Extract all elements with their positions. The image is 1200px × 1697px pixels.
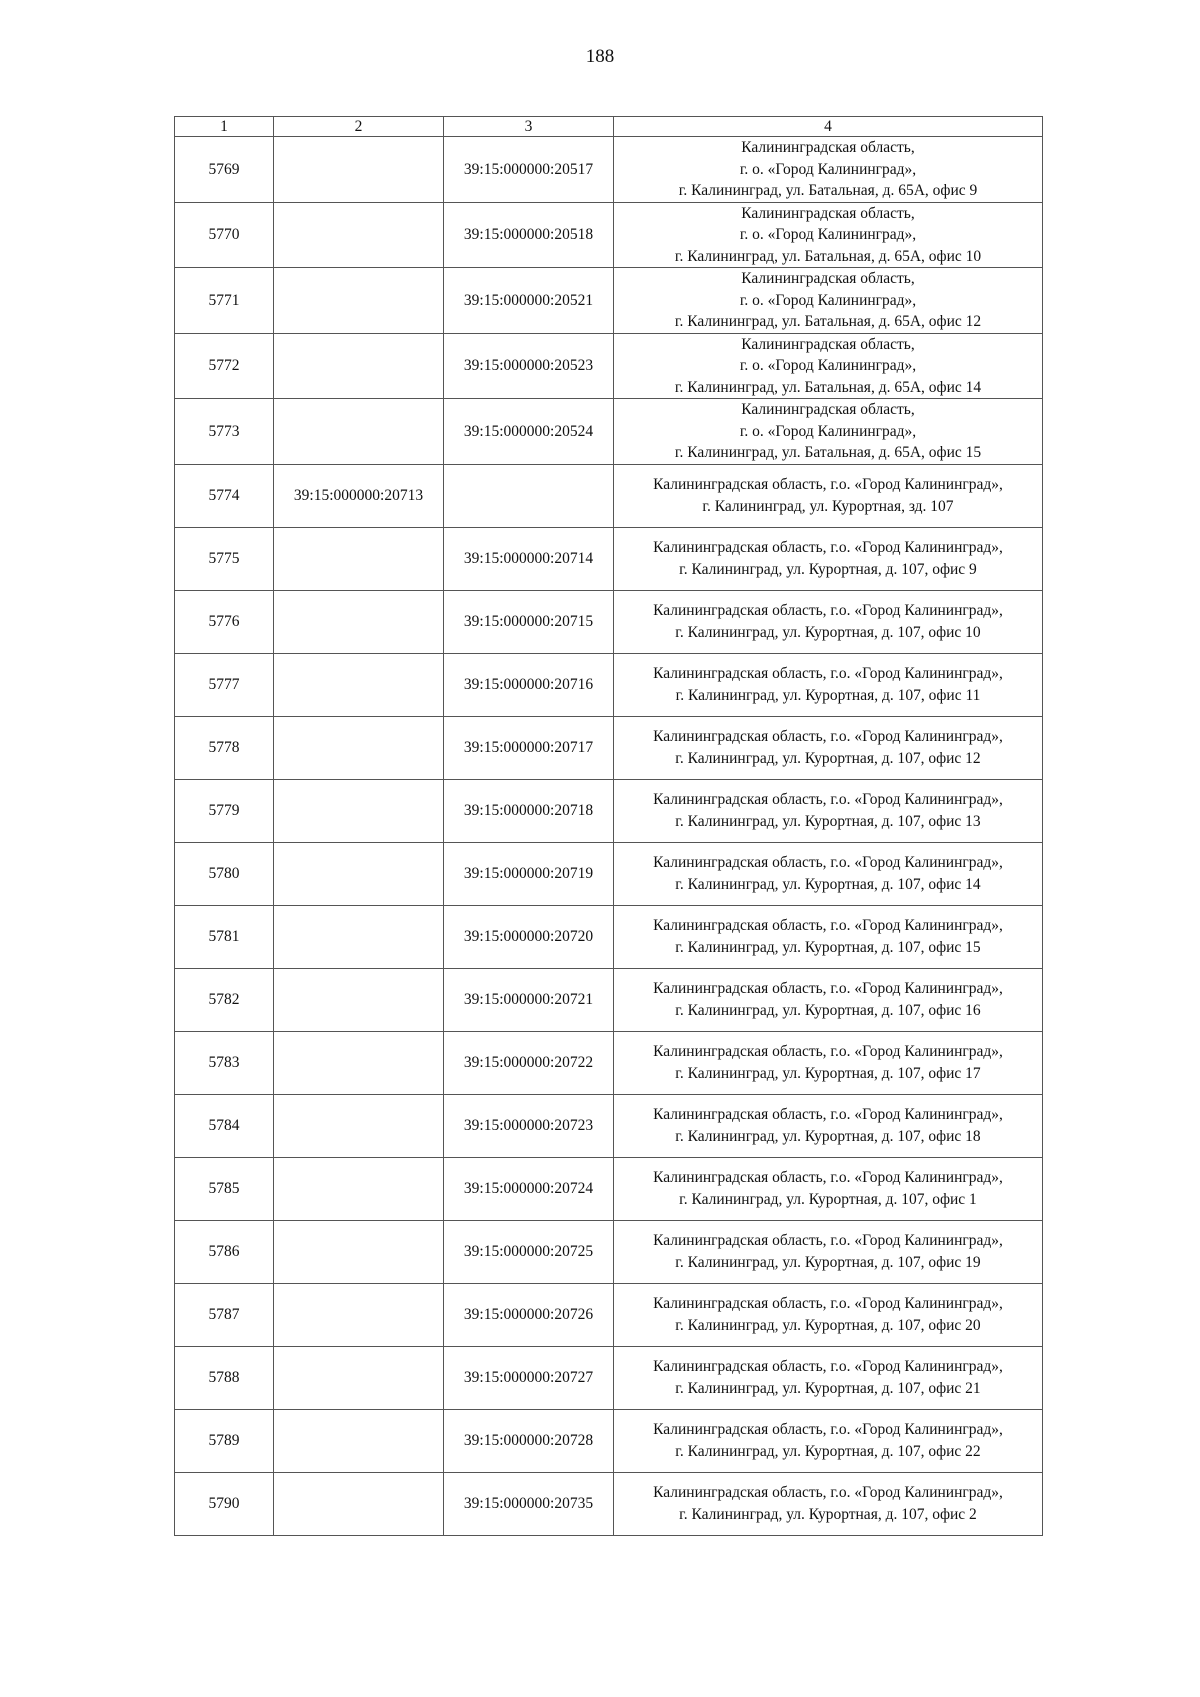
address-line: г. Калининград, ул. Курортная, д. 107, офис 2: [679, 1505, 977, 1523]
page-number: 188: [585, 46, 615, 67]
address-line: Калининградская область, г.о. «Город Калининград»,: [653, 791, 1003, 808]
table-row: [175, 527, 1043, 590]
premises-cadastral-cell: 39:15:000000:20722: [444, 1031, 614, 1094]
premises-cadastral-cell: 39:15:000000:20719: [444, 842, 614, 905]
address-cell: [614, 399, 1043, 465]
address-line: Калининградская область, г.о. «Город Калининград»,: [653, 1484, 1003, 1501]
table-row: [175, 1283, 1043, 1346]
table-row: [175, 1031, 1043, 1094]
row-number-cell: 5772: [175, 333, 274, 399]
premises-cadastral-cell: 39:15:000000:20715: [444, 590, 614, 653]
building-cadastral-cell: [274, 202, 444, 268]
address-cell: [614, 779, 1043, 842]
address-cell: [614, 905, 1043, 968]
premises-cadastral-cell: 39:15:000000:20721: [444, 968, 614, 1031]
address-cell: [614, 464, 1043, 527]
building-cadastral-cell: [274, 716, 444, 779]
building-cadastral-cell: [274, 333, 444, 399]
row-number-cell: 5773: [175, 399, 274, 465]
address-line: Калининградская область,: [741, 204, 915, 222]
address-line: г. Калининград, ул. Батальная, д. 65А, офис 9: [678, 182, 978, 199]
table-row: [175, 1220, 1043, 1283]
address-line: Калининградская область, г.о. «Город Калининград»,: [653, 980, 1003, 997]
column-header-1: 1: [175, 117, 274, 137]
address-cell: [614, 1346, 1043, 1409]
premises-cadastral-cell: 39:15:000000:20524: [444, 399, 614, 465]
column-header-4: 4: [614, 117, 1043, 137]
address-line: г. Калининград, ул. Курортная, д. 107, офис 17: [675, 1064, 981, 1082]
address-line: Калининградская область, г.о. «Город Калининград»,: [653, 728, 1003, 745]
table-row: [175, 590, 1043, 653]
row-number-cell: 5770: [175, 202, 274, 268]
row-number-cell: 5790: [175, 1472, 274, 1535]
building-cadastral-cell: [274, 1157, 444, 1220]
address-line: Калининградская область,: [741, 139, 915, 156]
table-row: [175, 905, 1043, 968]
address-line: г. Калининград, ул. Курортная, д. 107, офис 18: [675, 1127, 981, 1145]
address-line: г. о. «Город Калининград»,: [739, 160, 917, 178]
column-header-3: 3: [444, 117, 614, 137]
address-cell: [614, 202, 1043, 268]
row-number-cell: 5787: [175, 1283, 274, 1346]
address-line: г. Калининград, ул. Курортная, д. 107, офис 10: [675, 623, 981, 641]
premises-cadastral-cell: 39:15:000000:20723: [444, 1094, 614, 1157]
table-row: [175, 137, 1043, 203]
building-cadastral-cell: [274, 653, 444, 716]
building-cadastral-cell: [274, 1283, 444, 1346]
address-line: г. Калининград, ул. Курортная, д. 107, офис 12: [675, 749, 981, 767]
table-row: [175, 399, 1043, 465]
premises-cadastral-cell: 39:15:000000:20726: [444, 1283, 614, 1346]
address-cell: [614, 1157, 1043, 1220]
premises-cadastral-cell: 39:15:000000:20518: [444, 202, 614, 268]
address-line: Калининградская область, г.о. «Город Калининград»,: [653, 917, 1003, 934]
premises-cadastral-cell: 39:15:000000:20727: [444, 1346, 614, 1409]
address-line: Калининградская область,: [741, 270, 915, 287]
building-cadastral-cell: [274, 779, 444, 842]
address-cell: [614, 842, 1043, 905]
address-line: Калининградская область, г.о. «Город Калининград»,: [653, 476, 1003, 493]
row-number-cell: 5789: [175, 1409, 274, 1472]
premises-cadastral-cell: 39:15:000000:20523: [444, 333, 614, 399]
address-cell: [614, 527, 1043, 590]
address-cell: [614, 590, 1043, 653]
address-cell: [614, 1472, 1043, 1535]
table-row: [175, 842, 1043, 905]
address-line: Калининградская область, г.о. «Город Калининград»,: [653, 1169, 1003, 1186]
address-line: г. Калининград, ул. Курортная, д. 107, офис 9: [679, 560, 977, 578]
building-cadastral-cell: [274, 968, 444, 1031]
address-line: г. Калининград, ул. Батальная, д. 65А, офис 14: [674, 378, 982, 396]
address-cell: [614, 333, 1043, 399]
table-row: [175, 716, 1043, 779]
table-row: [175, 1409, 1043, 1472]
address-cell: [614, 653, 1043, 716]
address-line: г. Калининград, ул. Курортная, д. 107, офис 14: [675, 875, 981, 893]
building-cadastral-cell: [274, 268, 444, 334]
address-line: г. Калининград, ул. Курортная, д. 107, офис 21: [675, 1379, 981, 1397]
row-number-cell: 5774: [175, 464, 274, 527]
address-line: г. о. «Город Калининград»,: [739, 226, 917, 243]
address-line: г. Калининград, ул. Курортная, д. 107, офис 1: [679, 1190, 977, 1208]
address-cell: [614, 1094, 1043, 1157]
table-row: [175, 268, 1043, 334]
address-cell: [614, 1409, 1043, 1472]
building-cadastral-cell: [274, 905, 444, 968]
address-line: г. о. «Город Калининград»,: [739, 291, 917, 309]
row-number-cell: 5783: [175, 1031, 274, 1094]
address-line: Калининградская область, г.о. «Город Калининград»,: [653, 602, 1003, 619]
building-cadastral-cell: [274, 137, 444, 203]
address-line: Калининградская область, г.о. «Город Калининград»,: [653, 1106, 1003, 1123]
table-row: [175, 464, 1043, 527]
building-cadastral-cell: [274, 590, 444, 653]
row-number-cell: 5769: [175, 137, 274, 203]
address-line: г. Калининград, ул. Батальная, д. 65А, офис 15: [674, 444, 982, 461]
row-number-cell: 5771: [175, 268, 274, 334]
premises-cadastral-cell: 39:15:000000:20517: [444, 137, 614, 203]
address-line: г. Калининград, ул. Курортная, д. 107, офис 15: [675, 938, 981, 956]
address-line: г. Калининград, ул. Батальная, д. 65А, офис 12: [674, 313, 982, 330]
address-line: г. Калининград, ул. Курортная, д. 107, офис 19: [675, 1253, 981, 1271]
premises-cadastral-cell: [444, 464, 614, 527]
premises-cadastral-cell: 39:15:000000:20725: [444, 1220, 614, 1283]
address-cell: [614, 1283, 1043, 1346]
premises-cadastral-cell: 39:15:000000:20735: [444, 1472, 614, 1535]
address-line: Калининградская область,: [741, 335, 915, 353]
address-line: г. Калининград, ул. Курортная, д. 107, офис 20: [675, 1316, 981, 1334]
address-cell: [614, 1220, 1043, 1283]
premises-cadastral-cell: 39:15:000000:20717: [444, 716, 614, 779]
address-line: г. Калининград, ул. Курортная, д. 107, офис 13: [675, 812, 981, 830]
address-cell: [614, 1031, 1043, 1094]
address-line: г. о. «Город Калининград»,: [739, 422, 917, 440]
premises-cadastral-cell: 39:15:000000:20724: [444, 1157, 614, 1220]
address-line: Калининградская область, г.о. «Город Калининград»,: [653, 1421, 1003, 1438]
premises-cadastral-cell: 39:15:000000:20714: [444, 527, 614, 590]
building-cadastral-cell: [274, 1031, 444, 1094]
table-header-row: [175, 117, 1043, 137]
row-number-cell: 5782: [175, 968, 274, 1031]
table-row: [175, 653, 1043, 716]
address-cell: [614, 716, 1043, 779]
address-line: Калининградская область, г.о. «Город Калининград»,: [653, 665, 1003, 682]
row-number-cell: 5776: [175, 590, 274, 653]
table-body: [175, 137, 1043, 1536]
address-cell: [614, 268, 1043, 334]
building-cadastral-cell: [274, 399, 444, 465]
table-row: [175, 1346, 1043, 1409]
registry-table: [174, 116, 1043, 1536]
premises-cadastral-cell: 39:15:000000:20720: [444, 905, 614, 968]
address-cell: [614, 968, 1043, 1031]
table-row: [175, 968, 1043, 1031]
building-cadastral-cell: [274, 1346, 444, 1409]
building-cadastral-cell: [274, 1220, 444, 1283]
address-line: Калининградская область, г.о. «Город Калининград»,: [653, 1358, 1003, 1375]
address-line: Калининградская область, г.о. «Город Калининград»,: [653, 539, 1003, 556]
building-cadastral-cell: 39:15:000000:20713: [274, 464, 444, 527]
building-cadastral-cell: [274, 1409, 444, 1472]
table-row: [175, 1094, 1043, 1157]
row-number-cell: 5779: [175, 779, 274, 842]
address-cell: [614, 137, 1043, 203]
table-row: [175, 1472, 1043, 1535]
address-line: Калининградская область, г.о. «Город Калининград»,: [653, 854, 1003, 871]
address-line: г. Калининград, ул. Курортная, зд. 107: [702, 497, 954, 515]
address-line: г. Калининград, ул. Батальная, д. 65А, офис 10: [674, 247, 982, 265]
building-cadastral-cell: [274, 842, 444, 905]
table-row: [175, 779, 1043, 842]
address-line: Калининградская область, г.о. «Город Калининград»,: [653, 1295, 1003, 1312]
row-number-cell: 5785: [175, 1157, 274, 1220]
premises-cadastral-cell: 39:15:000000:20521: [444, 268, 614, 334]
row-number-cell: 5778: [175, 716, 274, 779]
table-row: [175, 202, 1043, 268]
building-cadastral-cell: [274, 1472, 444, 1535]
row-number-cell: 5788: [175, 1346, 274, 1409]
table-row: [175, 1157, 1043, 1220]
row-number-cell: 5775: [175, 527, 274, 590]
row-number-cell: 5784: [175, 1094, 274, 1157]
row-number-cell: 5781: [175, 905, 274, 968]
table-row: [175, 333, 1043, 399]
address-line: г. Калининград, ул. Курортная, д. 107, офис 16: [675, 1001, 981, 1019]
address-line: Калининградская область, г.о. «Город Калининград»,: [653, 1232, 1003, 1249]
column-header-2: 2: [274, 117, 444, 137]
premises-cadastral-cell: 39:15:000000:20728: [444, 1409, 614, 1472]
row-number-cell: 5777: [175, 653, 274, 716]
building-cadastral-cell: [274, 527, 444, 590]
address-line: Калининградская область,: [741, 401, 915, 418]
address-line: г. Калининград, ул. Курортная, д. 107, офис 22: [675, 1442, 981, 1460]
address-line: Калининградская область, г.о. «Город Калининград»,: [653, 1043, 1003, 1060]
building-cadastral-cell: [274, 1094, 444, 1157]
row-number-cell: 5786: [175, 1220, 274, 1283]
address-line: г. о. «Город Калининград»,: [739, 357, 917, 374]
row-number-cell: 5780: [175, 842, 274, 905]
premises-cadastral-cell: 39:15:000000:20718: [444, 779, 614, 842]
address-line: г. Калининград, ул. Курортная, д. 107, офис 11: [675, 686, 981, 704]
premises-cadastral-cell: 39:15:000000:20716: [444, 653, 614, 716]
